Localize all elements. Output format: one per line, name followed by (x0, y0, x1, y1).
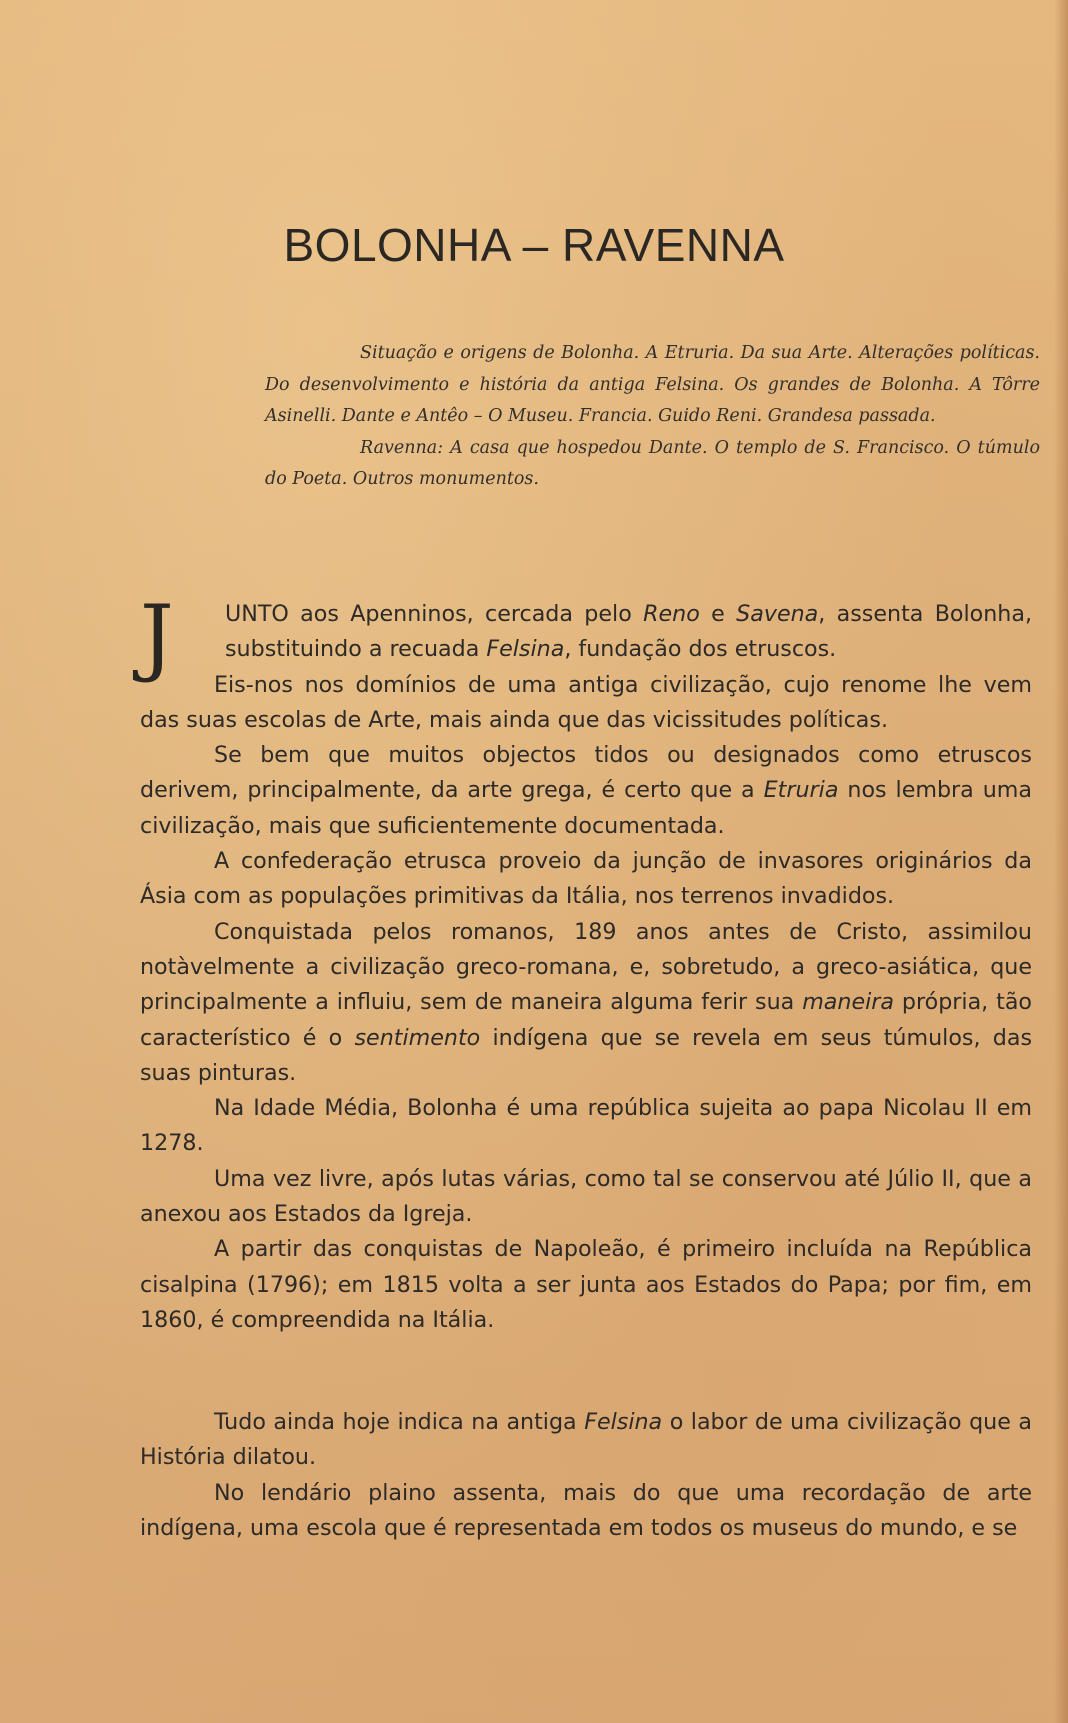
paragraph (140, 738, 1032, 844)
text-run: , fundação dos etruscos. (564, 636, 837, 663)
text-run: , assenta Bolonha, substituindo a recuada (225, 601, 1033, 663)
paragraph: A confederação etrusca proveio da junção de invasores originários da Ásia com as populações primitivas da Itália, nos terrenos invadidos. (140, 848, 1032, 910)
text-run: nos lembra uma civilização, mais que suficientemente documentada. (140, 777, 1033, 839)
paragraph: Uma vez livre, após lutas várias, como tal se conservou até Júlio II, que a anexou aos Estados da Igreja. (140, 1165, 1032, 1228)
text-run: Conquistada pelos romanos, 189 anos antes de Cristo, assimilou notàvelmente a civilização greco-romana, e, sobretudo, a greco-asiática, que principalmente a influiu, sem de maneira alguma ferir sua (140, 918, 1032, 1016)
place-felsina: Felsina (486, 636, 565, 663)
emphasis-sentimento: sentimento (354, 1024, 481, 1051)
paragraph: No lendário plaino assenta, mais do que uma recordação de arte indígena, uma escola que é representada em todos os museus do mundo, e se (140, 1479, 1032, 1541)
text-run: UNTO aos Apenninos, cercada pelo (225, 601, 644, 627)
chapter-summary (265, 338, 1040, 496)
text-run: indígena que se revela em seus túmulos, das suas pinturas. (140, 1024, 1032, 1086)
place-etruria: Etruria (763, 777, 839, 804)
paragraph: Na Idade Média, Bolonha é uma república sujeita ao papa Nicolau II em 1278. (140, 1095, 1032, 1157)
river-reno: Reno (643, 601, 700, 627)
emphasis-maneira: maneira (802, 989, 894, 1016)
text-run: e (699, 601, 737, 627)
section-bologna-history (140, 587, 1033, 1338)
text-run: própria, tão característico é o (140, 989, 1032, 1051)
paragraph: A partir das conquistas de Napoleão, é primeiro incluída na República cisalpina (1796); em 1815 volta a ser junta aos Estados do Papa; por fim, em 1860, é compreendida na Itália. (140, 1236, 1032, 1333)
paragraph (140, 1405, 1032, 1476)
drop-cap: J (140, 587, 174, 685)
text-run: Tudo ainda hoje indica na antiga (214, 1409, 585, 1435)
chapter-title: BOLONHA – RAVENNA (283, 219, 785, 271)
paragraph-opening (140, 587, 1033, 685)
paragraph: Eis-nos nos domínios de uma antiga civilização, cujo renome lhe vem das suas escolas de Arte, mais ainda que das vicissitudes políticas. (140, 671, 1032, 733)
text-run: Se bem que muitos objectos tidos ou designados como etruscos derivem, principalmente, da arte grega, é certo que a (140, 742, 1032, 804)
section-felsina-art (140, 1405, 1032, 1546)
summary-ravenna: Ravenna: A casa que hospedou Dante. O templo de S. Francisco. O túmulo do Poeta. Outros monumentos. (265, 437, 1040, 489)
river-savena: Savena (736, 601, 819, 627)
place-felsina: Felsina (584, 1409, 663, 1435)
summary-bologna: Situação e origens de Bolonha. A Etruria. Da sua Arte. Alterações políticas. Do desenvolvimento e história da antiga Felsina. Os grandes de Bolonha. A Tôrre Asinelli. Dante e Antêo – O Museu. Francia. Guido Reni. Grandesa passada. (265, 343, 1040, 426)
paragraph (140, 915, 1032, 1091)
text-run: o labor de uma civilização que a História dilatou. (140, 1409, 1032, 1471)
